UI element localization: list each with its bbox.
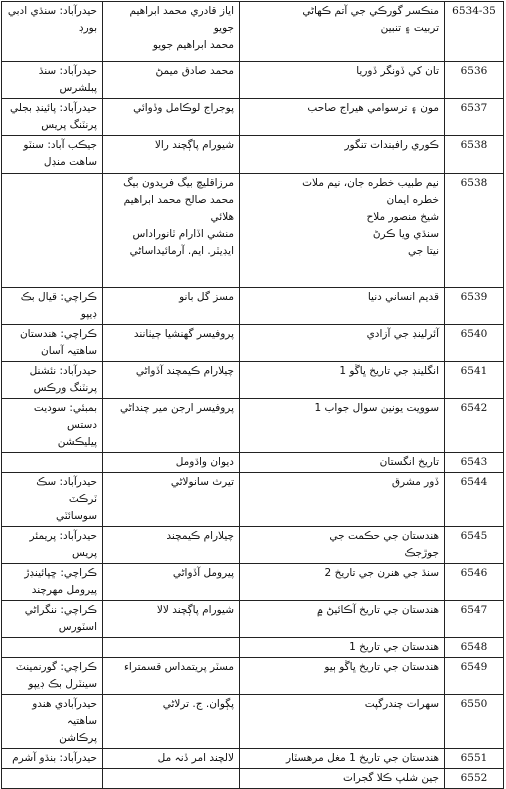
publisher-line: ساهت منڊل — [43, 156, 97, 168]
title-line: ڏور مشرق — [391, 476, 439, 488]
accession-number: 6534-35 — [445, 2, 504, 62]
catalog-row — [2, 749, 504, 769]
accession-number: 6539 — [445, 288, 504, 325]
author-line: محمد صادق ميمڻ — [155, 65, 234, 77]
title-cell — [240, 473, 445, 527]
author-line: مرزاقليچ بيگ فريدون بيگ — [123, 177, 234, 189]
catalog-row — [2, 473, 504, 527]
catalog-row — [2, 62, 504, 99]
title-cell — [240, 99, 445, 136]
publisher-line: سوسائٽي — [55, 510, 97, 522]
title-line: تان کي ڏونگر ڏوريا — [356, 65, 439, 77]
author-cell — [103, 564, 240, 601]
author-line: پروفيسر ارجن مير چنداڻي — [120, 402, 234, 414]
publisher-line: حيدرآباد: نئشنل — [29, 365, 97, 377]
accession-number: 6548 — [445, 638, 504, 658]
title-line: هندستان جي تاريخ 1 مغل مرهسٽار — [285, 752, 439, 764]
accession-number: 6543 — [445, 453, 504, 473]
accession-number: 6540 — [445, 325, 504, 362]
publisher-cell — [2, 564, 103, 601]
author-line: شيورام پاڳچند رالا — [154, 139, 234, 151]
title-line: نيم طبيب خطره جان، نيم ملات — [302, 177, 439, 189]
title-cell — [240, 601, 445, 638]
author-cell — [103, 399, 240, 453]
author-line: اياز قادري محمد ابراهيم — [129, 5, 234, 17]
publisher-line: حيدرآباد: سنڌي ادبي — [7, 5, 97, 17]
title-line: آئرلينڊ جي آزادي — [366, 328, 439, 340]
accession-number: 6538 — [445, 136, 504, 174]
author-line: پوجراج لوڪامل وڏوائي — [133, 102, 234, 114]
publisher-cell — [2, 174, 103, 288]
publisher-line: اسٽورس — [58, 621, 97, 633]
accession-number: 6547 — [445, 601, 504, 638]
publisher-cell — [2, 749, 103, 769]
author-cell — [103, 62, 240, 99]
title-line: جوڙجڪ — [404, 547, 439, 559]
accession-number: 6542 — [445, 399, 504, 453]
catalog-row — [2, 453, 504, 473]
title-line: جين شلپ ڪلا گجرات — [342, 772, 439, 784]
title-cell — [240, 174, 445, 288]
title-cell — [240, 362, 445, 399]
title-cell — [240, 453, 445, 473]
publisher-cell — [2, 769, 103, 789]
catalog-row — [2, 601, 504, 638]
publisher-cell — [2, 399, 103, 453]
title-cell — [240, 658, 445, 695]
author-line: ايڊيٽر. ايم. آرمائيداساڻي — [129, 245, 234, 257]
publisher-cell — [2, 695, 103, 749]
title-line: سنڌ جي هنرن جي تاريخ 2 — [324, 567, 439, 579]
author-line: محمد ابراهيم جويو — [152, 39, 234, 51]
publisher-cell — [2, 658, 103, 695]
accession-number: 6551 — [445, 749, 504, 769]
accession-number: 6550 — [445, 695, 504, 749]
title-line: سهرات چندرگپت — [364, 698, 439, 710]
author-cell — [103, 136, 240, 174]
author-cell — [103, 601, 240, 638]
catalog-body — [2, 2, 504, 789]
author-cell — [103, 2, 240, 62]
publisher-cell — [2, 62, 103, 99]
author-cell — [103, 658, 240, 695]
title-line: شيخ منصور ملاح — [366, 211, 439, 223]
accession-number: 6537 — [445, 99, 504, 136]
title-line: قديم انساني دنيا — [367, 291, 439, 303]
author-line: منشي اڏارام ٽانوراداس — [132, 228, 234, 240]
publisher-cell — [2, 638, 103, 658]
publisher-cell — [2, 453, 103, 473]
title-cell — [240, 399, 445, 453]
publisher-line: پيليڪشن — [57, 436, 97, 448]
accession-number: 6549 — [445, 658, 504, 695]
title-cell — [240, 527, 445, 564]
catalog-row — [2, 362, 504, 399]
publisher-line: ڪراچي: هندستان — [19, 328, 97, 340]
accession-number: 6538 — [445, 174, 504, 288]
author-cell — [103, 99, 240, 136]
author-cell — [103, 453, 240, 473]
publisher-cell — [2, 325, 103, 362]
title-line: هندستان جي تاريخ ڀاڱو ٻيو — [324, 661, 439, 673]
publisher-line: ڪراچي: گورنمينٽ — [15, 661, 97, 673]
catalog-row — [2, 564, 504, 601]
publisher-cell — [2, 362, 103, 399]
catalog-table — [1, 1, 504, 789]
publisher-line: بمبئي: سوديت دستس — [33, 402, 97, 431]
title-line: ڪوري رافبندات تنگور — [344, 139, 439, 151]
title-line: هندستان جي حڪمت جي — [329, 530, 439, 542]
title-cell — [240, 695, 445, 749]
author-line: شيورام پاڳچند لالا — [156, 604, 234, 616]
title-line: منڪسر گورڪي جي آتم ڪهاڻي — [302, 5, 439, 17]
title-cell — [240, 2, 445, 62]
publisher-line: حيدرآبادي هندو ساهتيہ — [32, 698, 97, 727]
author-line: مسز گل بانو — [179, 291, 234, 303]
title-line: سوويت يونين سوال جواب 1 — [314, 402, 439, 414]
title-cell — [240, 638, 445, 658]
title-line: هندستان جي تاريخ 1 — [349, 641, 439, 653]
title-line: نيتا جي — [407, 245, 439, 257]
author-line: مسٽر پريتمداس قسمتراء — [123, 661, 234, 673]
author-line: چيلارام ڪيمچند — [166, 530, 234, 542]
title-line: مون ۽ ترسوامي هيراج صاحب — [307, 102, 439, 114]
publisher-line: حيدرآباد: پائينڊ بجلي — [10, 102, 97, 114]
title-line: تاريخ انگستان — [379, 456, 439, 468]
title-line: تربيت ۽ تنبين — [380, 22, 439, 34]
publisher-cell — [2, 527, 103, 564]
author-line: ديوان واڌومل — [175, 456, 234, 468]
accession-number: 6541 — [445, 362, 504, 399]
title-line: هندستان جي تاريخ آڪائيڻ ۾ — [316, 604, 439, 616]
author-line: پروفيسر گھنشيا ڄيٺانند — [133, 328, 234, 340]
catalog-row — [2, 325, 504, 362]
publisher-cell — [2, 601, 103, 638]
title-cell — [240, 288, 445, 325]
catalog-row — [2, 99, 504, 136]
accession-number: 6546 — [445, 564, 504, 601]
accession-number: 6545 — [445, 527, 504, 564]
author-line: هلائي — [210, 211, 234, 223]
publisher-line: ڪراچي: قيال بڪ ڊيپو — [20, 291, 97, 320]
author-line: تيرث سانولاڻي — [170, 476, 234, 488]
publisher-line: سينٽرل بڪ ڊيپو — [28, 678, 97, 690]
publisher-line: حيدرآباد: سنڌ پبلشرس — [38, 65, 97, 94]
title-cell — [240, 325, 445, 362]
publisher-cell — [2, 2, 103, 62]
title-cell — [240, 769, 445, 789]
publisher-line: پرنٽنگ پريس — [41, 119, 97, 131]
catalog-row — [2, 769, 504, 789]
publisher-line: پرڪاشن — [59, 732, 97, 744]
author-line: پڳوان. ج. ترلاڻي — [162, 698, 234, 710]
author-cell — [103, 769, 240, 789]
catalog-row — [2, 658, 504, 695]
author-cell — [103, 695, 240, 749]
publisher-cell — [2, 136, 103, 174]
publisher-line: ڪراچي: ڇپائينڊڙ — [24, 567, 97, 579]
title-cell — [240, 136, 445, 174]
publisher-cell — [2, 288, 103, 325]
publisher-line: جيڪب آباد: سنٽو — [23, 139, 97, 151]
author-cell — [103, 638, 240, 658]
publisher-line: بورڊ — [78, 22, 97, 34]
author-line: پيرومل آڏواڻي — [172, 567, 234, 579]
author-line: چيلارام ڪيمچند آڏواڻي — [135, 365, 234, 377]
publisher-line: حيدرآباد: سڪ ٽرڪٽ — [36, 476, 97, 505]
title-line: انگلينڊ جي تاريخ ڀاڱو 1 — [339, 365, 439, 377]
catalog-row — [2, 288, 504, 325]
accession-number: 6552 — [445, 769, 504, 789]
publisher-line: پيرومل مهرچند — [31, 584, 97, 596]
title-cell — [240, 749, 445, 769]
publisher-line: حيدرآباد: پريمئر پريس — [29, 530, 97, 559]
publisher-cell — [2, 473, 103, 527]
title-line: خطره ايمان — [386, 194, 439, 206]
author-cell — [103, 288, 240, 325]
title-cell — [240, 564, 445, 601]
publisher-line: پرنٽنگ ورڪس — [33, 382, 97, 394]
author-line: لالچند امر ڏنہ مل — [157, 752, 234, 764]
title-line: سنڌي ويا ڪرڻ — [372, 228, 439, 240]
accession-number: 6544 — [445, 473, 504, 527]
author-line: محمد صالح محمد ابراهيم — [123, 194, 234, 206]
catalog-row — [2, 695, 504, 749]
author-cell — [103, 325, 240, 362]
catalog-row — [2, 527, 504, 564]
publisher-line: ڪراچي: ننگراڻي — [24, 604, 97, 616]
author-cell — [103, 174, 240, 288]
author-cell — [103, 362, 240, 399]
catalog-row — [2, 399, 504, 453]
publisher-cell — [2, 99, 103, 136]
title-cell — [240, 62, 445, 99]
author-line: جويو — [213, 22, 234, 34]
catalog-row — [2, 174, 504, 288]
publisher-line: ساهتيہ آسان — [41, 345, 97, 357]
author-cell — [103, 527, 240, 564]
accession-number: 6536 — [445, 62, 504, 99]
catalog-row — [2, 638, 504, 658]
catalog-row — [2, 2, 504, 62]
publisher-line: حيدرآباد: بنڌو آشرم — [12, 752, 97, 764]
author-cell — [103, 749, 240, 769]
catalog-row — [2, 136, 504, 174]
author-cell — [103, 473, 240, 527]
